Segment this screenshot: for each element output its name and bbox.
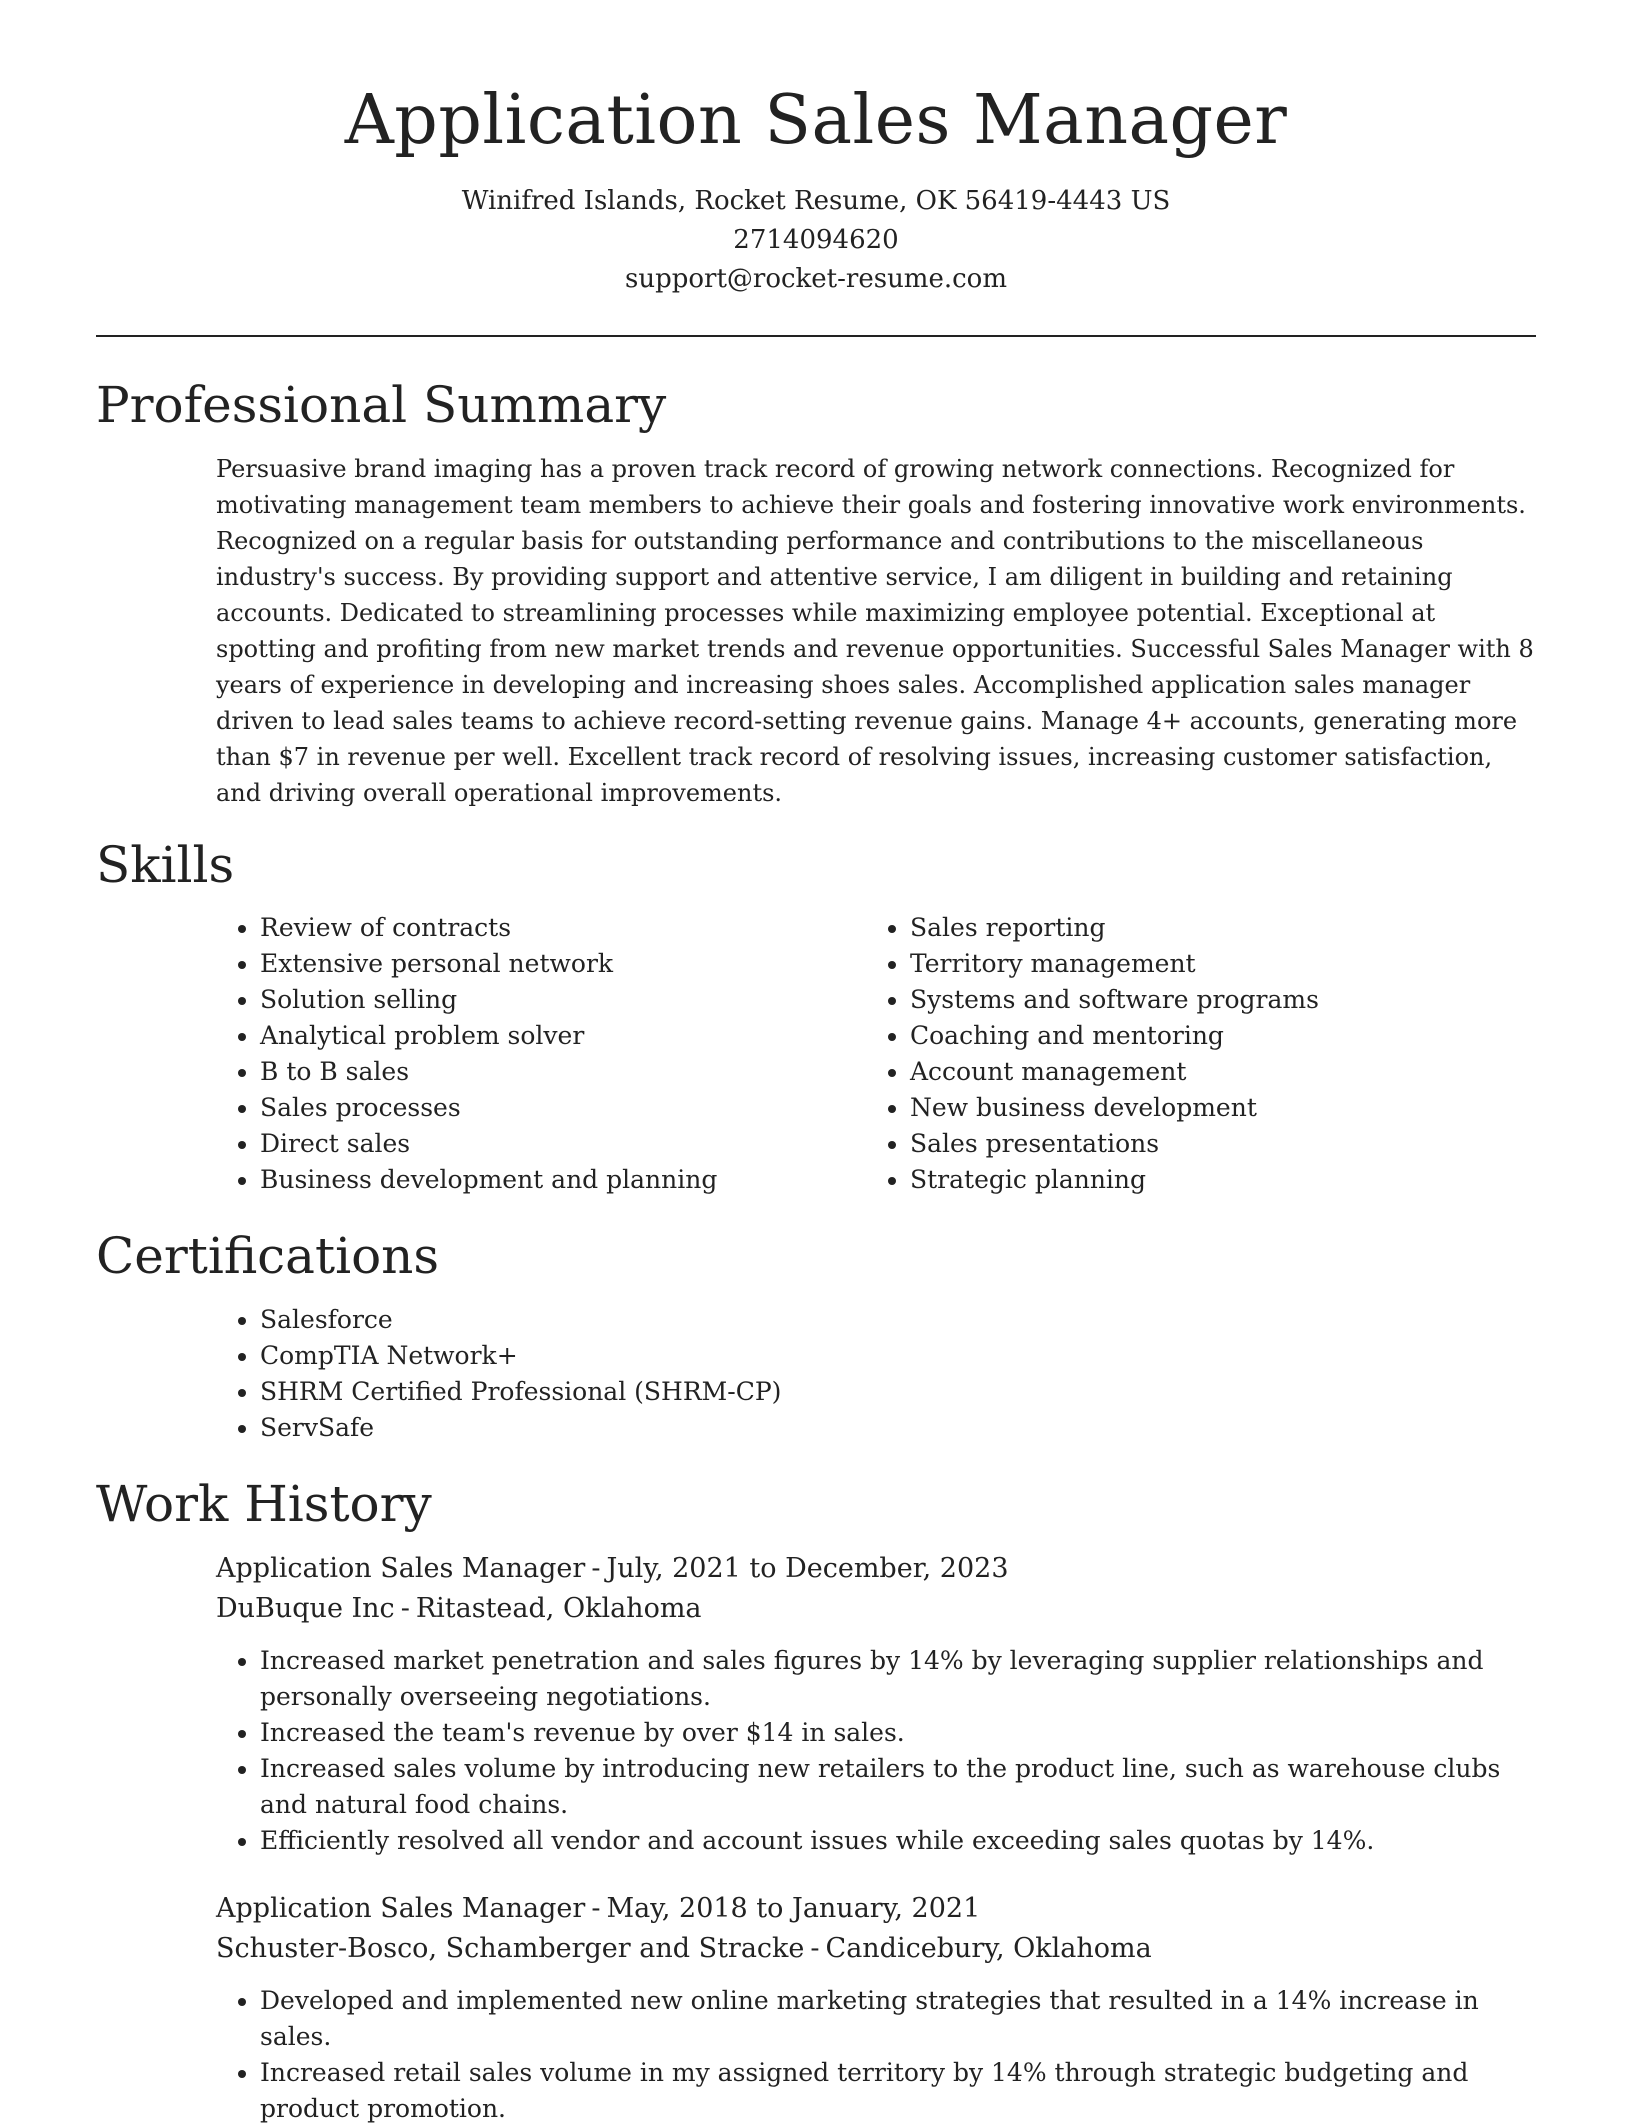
contact-address: Winifred Islands, Rocket Resume, OK 56419-4443 US bbox=[461, 186, 1171, 217]
work-history-section bbox=[96, 1476, 1536, 2127]
skills-list-right bbox=[866, 910, 1516, 1198]
skill-item: • Solution selling bbox=[260, 982, 866, 1018]
skill-item: • Analytical problem solver bbox=[260, 1018, 866, 1054]
skill-item: • New business development bbox=[910, 1090, 1516, 1126]
skill-item: • Systems and software programs bbox=[910, 982, 1516, 1018]
job-bullet-list bbox=[216, 1983, 1536, 2127]
skill-item: • Coaching and mentoring bbox=[910, 1018, 1516, 1054]
resume-header bbox=[96, 0, 1536, 299]
skills-heading: Skills bbox=[96, 835, 235, 894]
job-role: Application Sales Manager bbox=[216, 1893, 586, 1925]
job-entry bbox=[216, 1889, 1536, 2127]
skill-item: • Strategic planning bbox=[910, 1162, 1516, 1198]
separator: - bbox=[810, 1933, 820, 1965]
summary-heading: Professional Summary bbox=[96, 376, 667, 435]
separator: - bbox=[591, 1893, 601, 1925]
job-dates: July, 2021 to December, 2023 bbox=[606, 1553, 1009, 1585]
job-bullet: • Increased retail sales volume in my assigned territory by 14% through strategic budgeting and product promotion. bbox=[260, 2055, 1536, 2127]
skill-item: • B to B sales bbox=[260, 1054, 866, 1090]
skill-item: • Sales processes bbox=[260, 1090, 866, 1126]
job-bullet: • Increased the team's revenue by over $14 in sales. bbox=[260, 1715, 1536, 1751]
job-title-line bbox=[216, 1549, 1536, 1589]
skill-item: • Business development and planning bbox=[260, 1162, 866, 1198]
job-company: Schuster-Bosco, Schamberger and Stracke bbox=[216, 1933, 805, 1965]
certification-item: • SHRM Certified Professional (SHRM-CP) bbox=[260, 1374, 1536, 1410]
job-bullet: • Increased sales volume by introducing new retailers to the product line, such as warehouse clubs and natural food chains. bbox=[260, 1751, 1536, 1823]
job-location: Candicebury, Oklahoma bbox=[825, 1933, 1152, 1965]
job-title-line bbox=[216, 1889, 1536, 1929]
skill-item: • Review of contracts bbox=[260, 910, 866, 946]
certification-item: • ServSafe bbox=[260, 1410, 1536, 1446]
job-bullet: • Efficiently resolved all vendor and account issues while exceeding sales quotas by 14%. bbox=[260, 1823, 1536, 1859]
job-company-line bbox=[216, 1589, 1536, 1629]
skills-list-left bbox=[216, 910, 866, 1198]
skill-item: • Sales presentations bbox=[910, 1126, 1516, 1162]
certifications-heading: Certifications bbox=[96, 1227, 440, 1286]
skill-item: • Extensive personal network bbox=[260, 946, 866, 982]
header-divider bbox=[96, 335, 1536, 337]
skills-section bbox=[96, 837, 1536, 1199]
job-bullet: • Increased market penetration and sales figures by 14% by leveraging supplier relationships and personally overseeing negotiations. bbox=[260, 1643, 1536, 1715]
contact-email: support@rocket-resume.com bbox=[624, 264, 1007, 295]
summary-section bbox=[96, 377, 1536, 811]
job-company-line bbox=[216, 1929, 1536, 1969]
job-role: Application Sales Manager bbox=[216, 1553, 586, 1585]
skill-item: • Account management bbox=[910, 1054, 1516, 1090]
skill-item: • Direct sales bbox=[260, 1126, 866, 1162]
contact-phone: 2714094620 bbox=[733, 225, 899, 256]
summary-text: Persuasive brand imaging has a proven track record of growing network connections. Recognized for motivating management team members to achieve their goals and fostering innovative work environments. Recognized on a regular basis for outstanding performance and contributions to the miscellaneous industry's success. By providing support and attentive service, I am diligent in building and retaining accounts. Dedicated to streamlining processes while maximizing employee potential. Exceptional at spotting and profiting from new market trends and revenue opportunities. Successful Sales Manager with 8 years of experience in developing and increasing shoes sales. Accomplished application sales manager driven to lead sales teams to achieve record-setting revenue gains. Manage 4+ accounts, generating more than $7 in revenue per well. Excellent track record of resolving issues, increasing customer satisfaction, and driving overall operational improvements. bbox=[216, 454, 1534, 807]
job-bullet-list bbox=[216, 1643, 1536, 1859]
certifications-section bbox=[96, 1228, 1536, 1446]
candidate-name: Application Sales Manager bbox=[344, 81, 1288, 160]
work-history-heading: Work History bbox=[96, 1474, 432, 1533]
skill-item: • Sales reporting bbox=[910, 910, 1516, 946]
certification-item: • CompTIA Network+ bbox=[260, 1338, 1536, 1374]
certification-item: • Salesforce bbox=[260, 1302, 1536, 1338]
separator: - bbox=[591, 1553, 601, 1585]
job-entry bbox=[216, 1549, 1536, 1859]
job-dates: May, 2018 to January, 2021 bbox=[606, 1893, 981, 1925]
certifications-list bbox=[216, 1302, 1536, 1446]
job-company: DuBuque Inc bbox=[216, 1593, 395, 1625]
job-location: Ritastead, Oklahoma bbox=[415, 1593, 702, 1625]
separator: - bbox=[400, 1593, 410, 1625]
skill-item: • Territory management bbox=[910, 946, 1516, 982]
job-bullet: • Developed and implemented new online marketing strategies that resulted in a 14% increase in sales. bbox=[260, 1983, 1536, 2055]
